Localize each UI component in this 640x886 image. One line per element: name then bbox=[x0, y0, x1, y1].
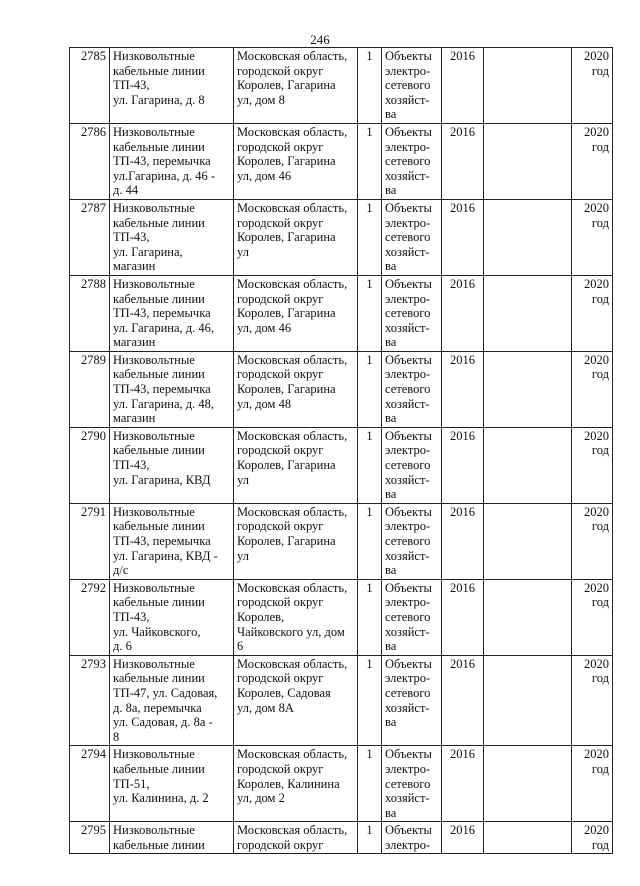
plan-year: 2020 год bbox=[572, 579, 613, 655]
plan-year: 2020 год bbox=[572, 275, 613, 351]
row-number: 2793 bbox=[70, 655, 110, 746]
object-quantity: 1 bbox=[358, 503, 382, 579]
empty-cell bbox=[484, 48, 572, 124]
row-number: 2790 bbox=[70, 427, 110, 503]
object-year: 2016 bbox=[442, 503, 484, 579]
empty-cell bbox=[484, 199, 572, 275]
object-name: Низковольтные кабельные линии ТП-43, ул. Чайковского, д. 6 bbox=[110, 579, 234, 655]
object-name: Низковольтные кабельные линии ТП-51, ул. Калинина, д. 2 bbox=[110, 746, 234, 822]
row-number: 2788 bbox=[70, 275, 110, 351]
row-number: 2786 bbox=[70, 123, 110, 199]
table-row bbox=[70, 275, 613, 351]
empty-cell bbox=[484, 746, 572, 822]
object-quantity: 1 bbox=[358, 655, 382, 746]
object-type: Объекты электро- bbox=[382, 822, 442, 854]
plan-year: 2020 год bbox=[572, 655, 613, 746]
plan-year: 2020 год bbox=[572, 199, 613, 275]
object-address: Московская область, городской округ Королев, Гагарина ул bbox=[234, 427, 358, 503]
table-row bbox=[70, 427, 613, 503]
object-address: Московская область, городской округ bbox=[234, 822, 358, 854]
object-name: Низковольтные кабельные линии bbox=[110, 822, 234, 854]
object-year: 2016 bbox=[442, 746, 484, 822]
object-year: 2016 bbox=[442, 427, 484, 503]
object-type: Объекты электро- сетевого хозяйст- ва bbox=[382, 746, 442, 822]
object-address: Московская область, городской округ Королев, Калинина ул, дом 2 bbox=[234, 746, 358, 822]
plan-year: 2020 год bbox=[572, 123, 613, 199]
empty-cell bbox=[484, 275, 572, 351]
object-type: Объекты электро- сетевого хозяйст- ва bbox=[382, 48, 442, 124]
plan-year: 2020 год bbox=[572, 351, 613, 427]
row-number: 2794 bbox=[70, 746, 110, 822]
empty-cell bbox=[484, 503, 572, 579]
page-number: 246 bbox=[310, 32, 330, 47]
object-quantity: 1 bbox=[358, 275, 382, 351]
table-row bbox=[70, 199, 613, 275]
object-name: Низковольтные кабельные линии ТП-43, ул. Гагарина, магазин bbox=[110, 199, 234, 275]
object-quantity: 1 bbox=[358, 822, 382, 854]
object-address: Московская область, городской округ Королев, Гагарина ул, дом 46 bbox=[234, 275, 358, 351]
table-row bbox=[70, 351, 613, 427]
object-address: Московская область, городской округ Королев, Гагарина ул, дом 46 bbox=[234, 123, 358, 199]
row-number: 2785 bbox=[70, 48, 110, 124]
plan-year: 2020 год bbox=[572, 48, 613, 124]
table-row bbox=[70, 746, 613, 822]
empty-cell bbox=[484, 427, 572, 503]
table-row bbox=[70, 579, 613, 655]
empty-cell bbox=[484, 579, 572, 655]
object-type: Объекты электро- сетевого хозяйст- ва bbox=[382, 503, 442, 579]
table-row bbox=[70, 503, 613, 579]
plan-year: 2020 год bbox=[572, 746, 613, 822]
object-type: Объекты электро- сетевого хозяйст- ва bbox=[382, 199, 442, 275]
register-table bbox=[69, 47, 613, 854]
object-year: 2016 bbox=[442, 123, 484, 199]
object-quantity: 1 bbox=[358, 351, 382, 427]
empty-cell bbox=[484, 822, 572, 854]
empty-cell bbox=[484, 351, 572, 427]
object-quantity: 1 bbox=[358, 48, 382, 124]
row-number: 2789 bbox=[70, 351, 110, 427]
object-address: Московская область, городской округ Королев, Гагарина ул bbox=[234, 199, 358, 275]
object-quantity: 1 bbox=[358, 123, 382, 199]
object-year: 2016 bbox=[442, 655, 484, 746]
object-address: Московская область, городской округ Королев, Гагарина ул, дом 8 bbox=[234, 48, 358, 124]
object-name: Низковольтные кабельные линии ТП-43, ул. Гагарина, д. 8 bbox=[110, 48, 234, 124]
object-address: Московская область, городской округ Королев, Гагарина ул bbox=[234, 503, 358, 579]
object-year: 2016 bbox=[442, 199, 484, 275]
object-quantity: 1 bbox=[358, 427, 382, 503]
object-year: 2016 bbox=[442, 48, 484, 124]
row-number: 2787 bbox=[70, 199, 110, 275]
row-number: 2792 bbox=[70, 579, 110, 655]
row-number: 2795 bbox=[70, 822, 110, 854]
plan-year: 2020 год bbox=[572, 503, 613, 579]
object-name: Низковольтные кабельные линии ТП-47, ул. Садовая, д. 8а, перемычка ул. Садовая, д. 8а - 8 bbox=[110, 655, 234, 746]
object-year: 2016 bbox=[442, 822, 484, 854]
object-type: Объекты электро- сетевого хозяйст- ва bbox=[382, 351, 442, 427]
object-type: Объекты электро- сетевого хозяйст- ва bbox=[382, 427, 442, 503]
object-year: 2016 bbox=[442, 351, 484, 427]
object-address: Московская область, городской округ Королев, Гагарина ул, дом 48 bbox=[234, 351, 358, 427]
object-type: Объекты электро- сетевого хозяйст- ва bbox=[382, 123, 442, 199]
object-name: Низковольтные кабельные линии ТП-43, ул. Гагарина, КВД bbox=[110, 427, 234, 503]
empty-cell bbox=[484, 123, 572, 199]
object-name: Низковольтные кабельные линии ТП-43, перемычка ул. Гагарина, д. 48, магазин bbox=[110, 351, 234, 427]
object-year: 2016 bbox=[442, 579, 484, 655]
object-type: Объекты электро- сетевого хозяйст- ва bbox=[382, 275, 442, 351]
object-quantity: 1 bbox=[358, 199, 382, 275]
object-type: Объекты электро- сетевого хозяйст- ва bbox=[382, 579, 442, 655]
object-name: Низковольтные кабельные линии ТП-43, перемычка ул.Гагарина, д. 46 - д. 44 bbox=[110, 123, 234, 199]
object-quantity: 1 bbox=[358, 579, 382, 655]
table-row bbox=[70, 655, 613, 746]
plan-year: 2020 год bbox=[572, 822, 613, 854]
object-quantity: 1 bbox=[358, 746, 382, 822]
table-row bbox=[70, 822, 613, 854]
table-row bbox=[70, 123, 613, 199]
empty-cell bbox=[484, 655, 572, 746]
row-number: 2791 bbox=[70, 503, 110, 579]
object-type: Объекты электро- сетевого хозяйст- ва bbox=[382, 655, 442, 746]
table-row bbox=[70, 48, 613, 124]
object-name: Низковольтные кабельные линии ТП-43, перемычка ул. Гагарина, КВД - д/с bbox=[110, 503, 234, 579]
plan-year: 2020 год bbox=[572, 427, 613, 503]
object-year: 2016 bbox=[442, 275, 484, 351]
object-name: Низковольтные кабельные линии ТП-43, перемычка ул. Гагарина, д. 46, магазин bbox=[110, 275, 234, 351]
object-address: Московская область, городской округ Королев, Садовая ул, дом 8А bbox=[234, 655, 358, 746]
object-address: Московская область, городской округ Королев, Чайковского ул, дом 6 bbox=[234, 579, 358, 655]
